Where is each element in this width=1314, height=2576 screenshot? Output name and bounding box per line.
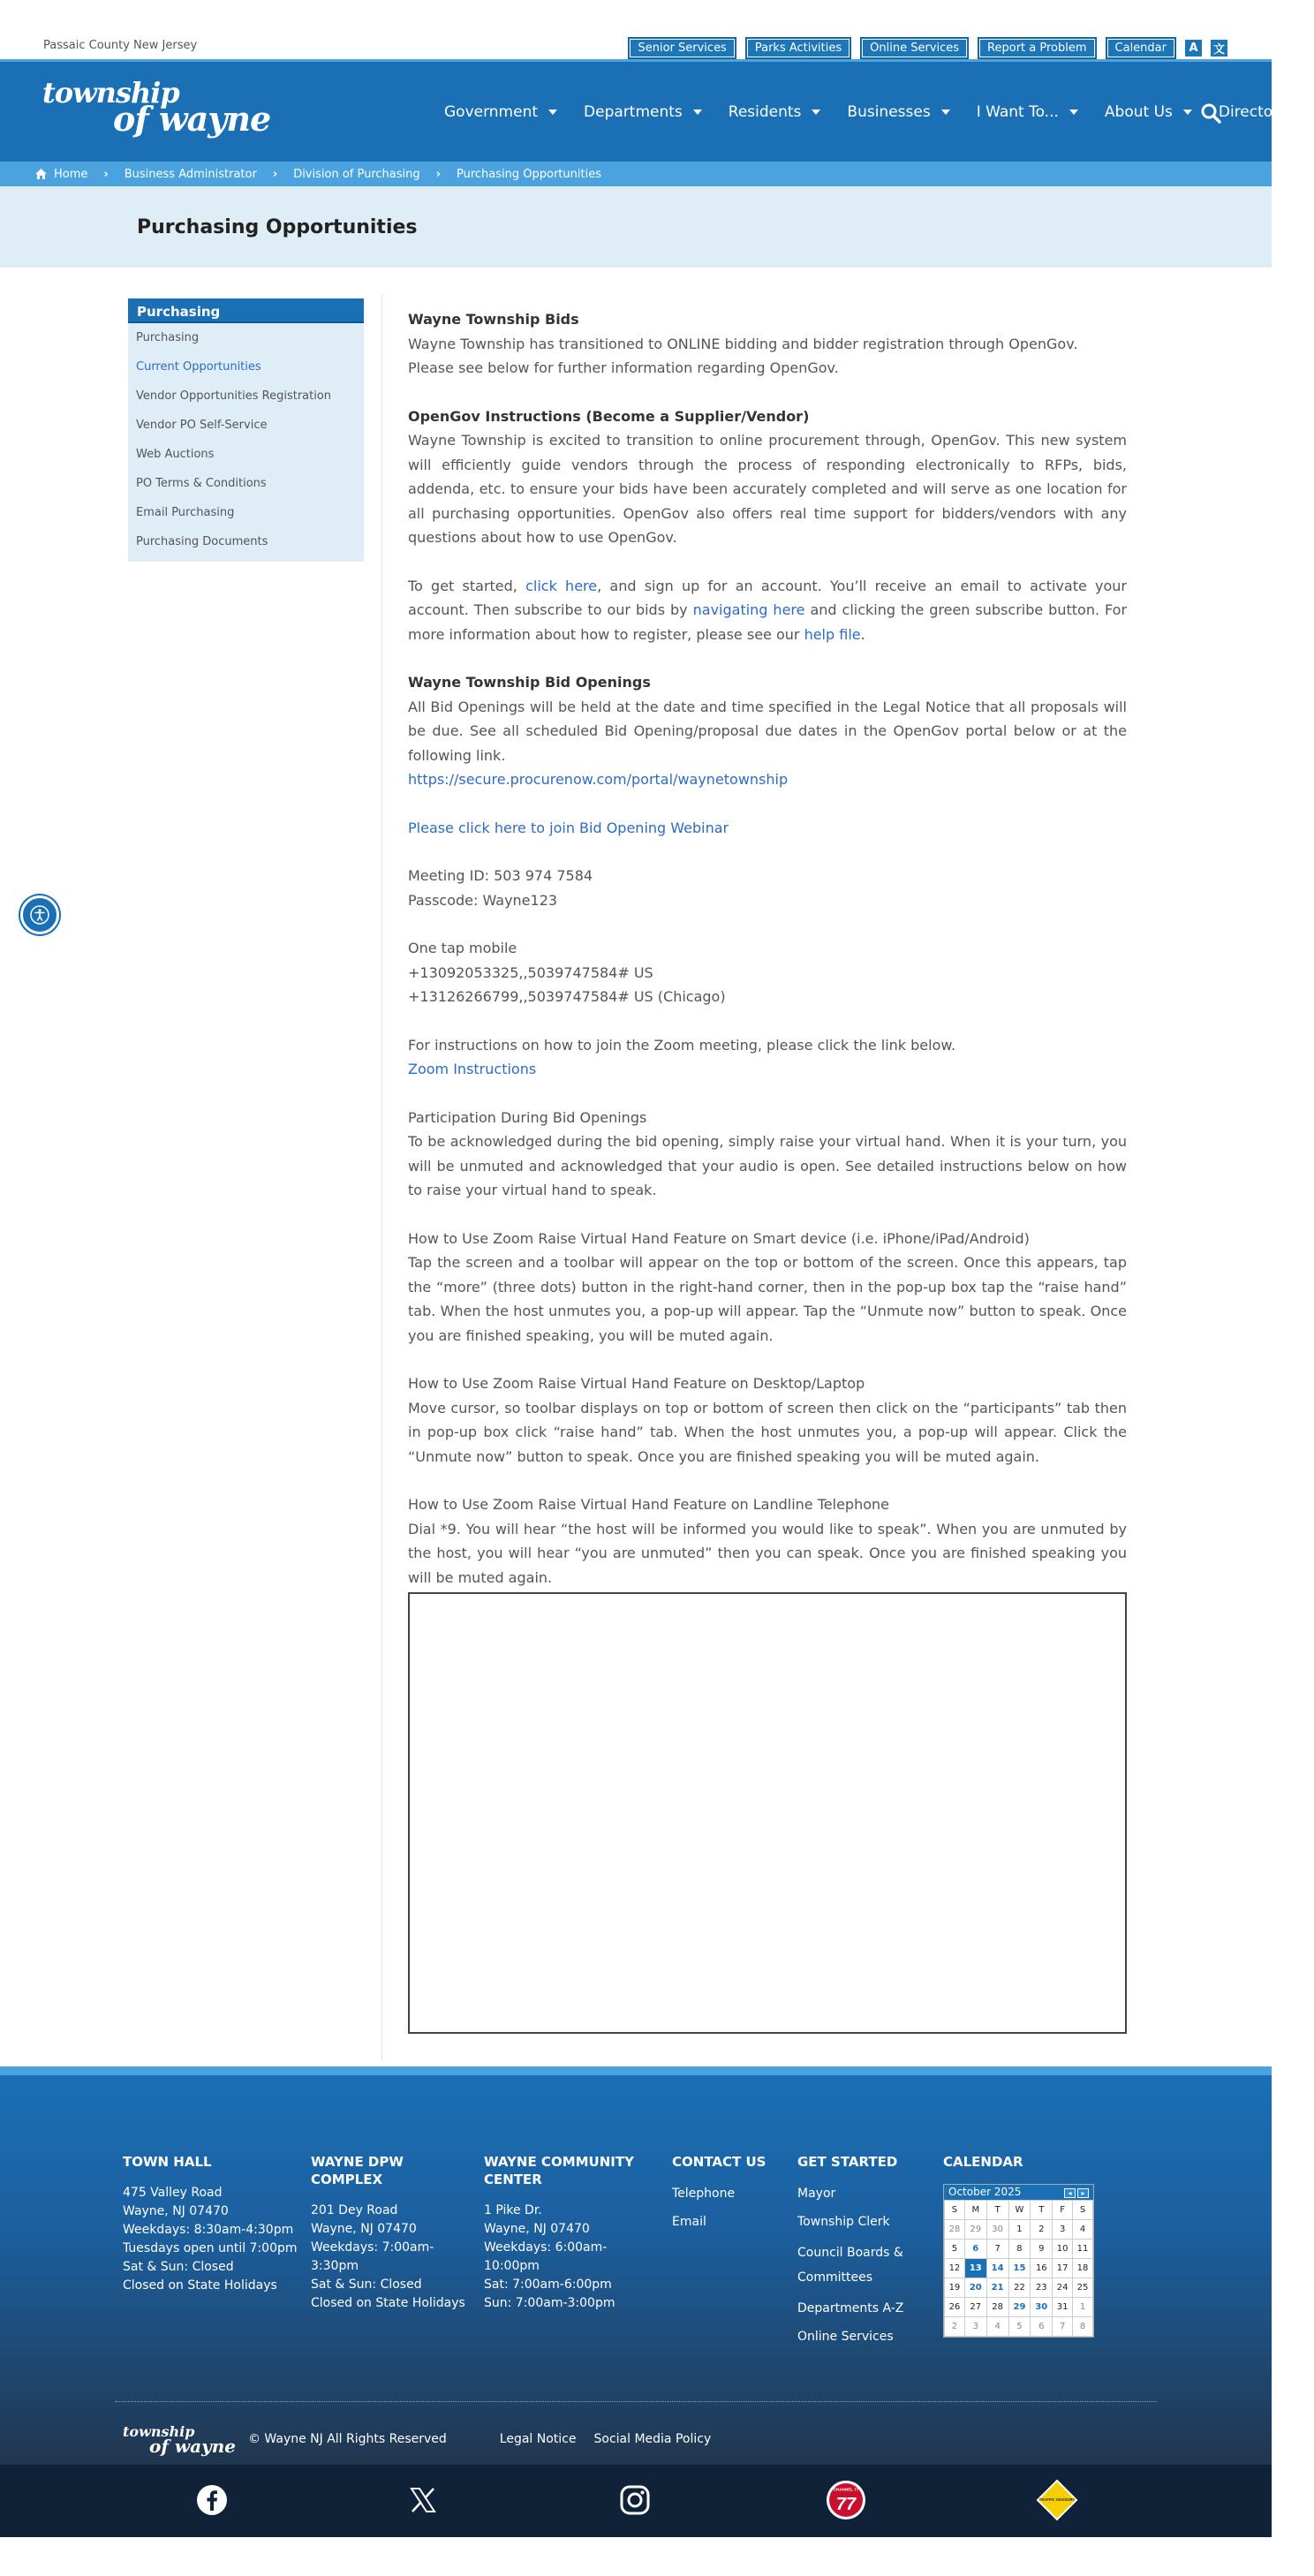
calendar-day[interactable]: 2 [1031,2220,1053,2240]
search-icon[interactable] [1200,102,1221,127]
svg-text:77: 77 [835,2495,857,2514]
sidebar-item-purchasing-documents[interactable]: Purchasing Documents [136,535,268,548]
breadcrumb-business-administrator[interactable]: Business Administrator [124,167,257,181]
calendar-day[interactable]: 20 [964,2278,986,2298]
footer-heading: WAYNE DPW COMPLEX [311,2154,404,2187]
nav-item-government[interactable] [444,103,557,121]
column-divider [381,294,382,2060]
one-tap-section [408,936,1127,1009]
bids-text: Please see below for further information regarding OpenGov. [408,359,839,376]
calendar-day[interactable]: 8 [1008,2240,1031,2259]
zoom-instructions-link[interactable]: Zoom Instructions [408,1061,537,1077]
county-label: Passaic County New Jersey [43,39,198,52]
bids-text: Wayne Township has transitioned to ONLINE bidding and bidder registration through OpenGov. [408,335,1078,352]
click-here-link[interactable]: click here [525,577,598,594]
breadcrumb [0,162,1272,186]
participation-section [408,1106,1127,1203]
calendar-day[interactable]: 8 [1073,2317,1093,2337]
sidebar-item-web-auctions[interactable]: Web Auctions [136,448,215,461]
calendar-day[interactable]: 25 [1073,2278,1093,2298]
calendar-day[interactable]: 11 [1073,2240,1093,2259]
landline-heading: How to Use Zoom Raise Virtual Hand Feature on Landline Telephone [408,1496,889,1513]
nav-label: Residents [728,102,802,121]
footer-contact [672,2153,778,2240]
email-link[interactable]: Email [672,2215,706,2229]
procurenow-portal-link[interactable]: https://secure.procurenow.com/portal/waynetownship [408,771,789,788]
calendar-day[interactable]: 30 [1031,2298,1053,2317]
calendar-day[interactable]: 7 [986,2240,1008,2259]
calendar-day[interactable]: 16 [1031,2259,1053,2278]
nav-label: Departments [584,102,683,121]
channel-badge-text: CHANNEL 77 [833,2487,859,2492]
calendar-day[interactable]: 1 [1073,2298,1093,2317]
hours-line: Closed on State Holidays [123,2278,277,2293]
weekday: W [1008,2201,1031,2220]
caret-down-icon [693,110,702,115]
breadcrumb-home[interactable] [35,168,87,181]
parks-activities-button[interactable]: Parks Activities [745,37,851,59]
traffic-advisory-icon[interactable] [1036,2479,1078,2521]
calendar-day[interactable]: 18 [1073,2259,1093,2278]
meeting-credentials [408,864,1127,912]
address-line: Wayne, NJ 07470 [311,2222,417,2236]
sidebar-item-po-terms[interactable]: PO Terms & Conditions [136,477,267,490]
address-line: 201 Dey Road [311,2203,398,2217]
nav-item-about-us[interactable] [1105,103,1192,121]
desktop-text: Move cursor, so toolbar displays on top or bottom of screen then click on the “participants” tab then in pop-up box click “raise hand” tab. When the host unmutes you, a pop-up will appear. Click the “Unmute now” button to speak. Once you are finished speaking you will be muted again. [408,1399,1127,1465]
main-navigation [0,62,1288,162]
footer-community-center [484,2153,661,2313]
calendar-day[interactable]: 6 [964,2240,986,2259]
calendar-day[interactable]: 21 [986,2278,1008,2298]
hours-line: Sat & Sun: Closed [123,2260,234,2274]
calendar-day[interactable]: 1 [1008,2220,1031,2240]
channel-77-icon[interactable] [825,2479,867,2521]
calendar-day[interactable]: 10 [1053,2240,1073,2259]
calendar-day[interactable]: 7 [1053,2317,1073,2337]
mini-calendar [943,2184,1094,2338]
sidebar-item-purchasing[interactable]: Purchasing [136,331,200,344]
opengov-portal-embed[interactable] [408,1592,1127,2034]
footer-calendar [943,2153,1102,2338]
weekday: S [1073,2201,1093,2220]
hours-line: Weekdays: 8:30am-4:30pm [123,2223,294,2237]
online-services-link[interactable]: Online Services [797,2330,894,2344]
chevron-right-icon: › [435,167,441,181]
mayor-link[interactable]: Mayor [797,2187,836,2201]
traffic-badge-text: TRAFFIC ADVISORY [1038,2497,1076,2502]
township-clerk-link[interactable]: Township Clerk [797,2215,890,2229]
copyright: © Wayne NJ All Rights Reserved [247,2432,447,2446]
opengov-section [408,404,1127,550]
nav-item-departments[interactable] [584,103,702,121]
footer-heading: TOWN HALL [123,2154,212,2170]
report-problem-button[interactable]: Report a Problem [978,37,1096,59]
calendar-day[interactable]: 23 [1031,2278,1053,2298]
one-tap-label: One tap mobile [408,940,517,956]
hours-line: Tuesdays open until 7:00pm [123,2241,298,2255]
bid-openings-text: All Bid Openings will be held at the date and time specified in the Legal Notice that all proposals will be due. See all scheduled Bid Opening/proposal due dates in the OpenGov portal below or at the following link. [408,698,1127,764]
footer-logo[interactable] [123,2423,236,2457]
breadcrumb-current: Purchasing Opportunities [457,167,601,181]
caret-down-icon [812,110,820,115]
accessibility-icon[interactable] [20,895,59,934]
nav-label: Directory [1218,102,1288,121]
footer-get-started [797,2153,921,2355]
translate-icon[interactable]: 文 [1211,40,1227,57]
calendar-day[interactable]: 3 [1053,2220,1073,2240]
nav-label: I Want To... [976,102,1059,121]
address-line: 1 Pike Dr. [484,2203,542,2217]
bid-openings-heading: Wayne Township Bid Openings [408,674,651,691]
zoom-text: For instructions on how to join the Zoom meeting, please click the link below. [408,1036,956,1054]
breadcrumb-label: Home [54,167,88,181]
paragraph-text: . [860,625,865,643]
hours-line: Closed on State Holidays [311,2296,465,2310]
weekday: S [945,2201,965,2220]
calendar-day[interactable]: 9 [1031,2240,1053,2259]
nav-label: Businesses [847,102,931,121]
calendar-day[interactable]: 12 [945,2259,965,2278]
paragraph-text: To get started, [408,577,526,594]
smart-device-section [408,1227,1127,1348]
top-utility-bar [0,0,1272,62]
sidebar-item-current-opportunities[interactable]: Current Opportunities [136,360,261,374]
bid-openings-section [408,670,1127,792]
phone-number: +13126266799,,5039747584# US (Chicago) [408,988,726,1005]
participation-heading: Participation During Bid Openings [408,1108,647,1126]
phone-number: +13092053325,,5039747584# US [408,963,653,981]
calendar-button[interactable]: Calendar [1106,37,1176,59]
calendar-day[interactable]: 31 [1053,2298,1073,2317]
online-services-button[interactable]: Online Services [860,37,969,59]
nav-label: About Us [1104,102,1173,121]
calendar-day[interactable]: 3 [964,2317,986,2337]
calendar-day-today[interactable]: 13 [964,2259,986,2278]
calendar-day[interactable]: 28 [986,2298,1008,2317]
calendar-day[interactable]: 5 [945,2240,965,2259]
calendar-week [945,2317,1093,2337]
caret-down-icon [1183,110,1192,115]
calendar-day[interactable]: 4 [1073,2220,1093,2240]
telephone-link[interactable]: Telephone [672,2187,736,2201]
address-line: 475 Valley Road [123,2186,223,2200]
calendar-day[interactable]: 27 [964,2298,986,2317]
landline-section [408,1492,1127,1590]
paragraph-text: , and sign up for an account. You’ll receive an email to activate your account. Then subscribe to our bids by [408,577,1127,618]
x-twitter-icon[interactable] [402,2479,444,2521]
social-media-policy-link[interactable]: Social Media Policy [593,2432,712,2446]
nav-item-residents[interactable] [729,103,821,121]
desktop-heading: How to Use Zoom Raise Virtual Hand Feature on Desktop/Laptop [408,1375,865,1392]
bids-heading: Wayne Township Bids [408,311,579,328]
calendar-day[interactable]: 26 [945,2298,965,2317]
weekday: T [986,2201,1008,2220]
prev-month-icon[interactable]: ◂ [1064,2188,1076,2198]
logo-line-2: of wayne [113,99,271,139]
join-webinar-link[interactable]: Please click here to join Bid Opening Webinar [408,819,729,836]
calendar-day[interactable]: 22 [1008,2278,1031,2298]
caret-down-icon [548,110,557,115]
calendar-day[interactable]: 30 [986,2220,1008,2240]
opengov-text: Wayne Township is excited to transition to online procurement through, OpenGov. This new system will efficiently guide vendors through the process of responding electronically to RFPs, bids, addenda, etc. to ensure your bids have been accurately completed and will serve as one location for all purchasing opportunities. OpenGov also offers real time support for bidders/vendors with any questions about how to use OpenGov. [408,432,1127,546]
sidebar [128,298,364,562]
calendar-month: October 2025 [948,2186,1022,2198]
calendar-day[interactable]: 29 [1008,2298,1031,2317]
footer-logo-line-1: township [123,2423,195,2440]
hours-line: Sat: 7:00am-6:00pm [484,2278,612,2292]
departments-az-link[interactable]: Departments A-Z [797,2301,904,2315]
calendar-day[interactable]: 2 [945,2317,965,2337]
home-icon [35,169,47,179]
desktop-section [408,1371,1127,1469]
footer-logo-line-2: of wayne [149,2436,236,2457]
calendar-grid [944,2200,1093,2337]
sidebar-heading[interactable]: Purchasing [128,298,364,323]
council-boards-link[interactable]: Council Boards & Committees [797,2246,903,2285]
calendar-week [945,2298,1093,2317]
calendar-day[interactable]: 28 [945,2220,965,2240]
instagram-icon[interactable] [614,2479,656,2521]
senior-services-button[interactable]: Senior Services [628,37,736,59]
utility-buttons [628,37,1227,59]
nav-item-businesses[interactable] [847,103,949,121]
nav-label: Government [444,102,539,121]
navigating-here-link[interactable]: navigating here [692,601,805,618]
smart-device-heading: How to Use Zoom Raise Virtual Hand Feature on Smart device (i.e. iPhone/iPad/Android) [408,1229,1030,1247]
meeting-id: Meeting ID: 503 974 7584 [408,867,593,884]
page-title: Purchasing Opportunities [137,216,418,238]
hours-line: Sun: 7:00am-3:00pm [484,2296,615,2310]
township-logo[interactable] [42,76,271,139]
opengov-heading: OpenGov Instructions (Become a Supplier/Vendor) [408,407,810,425]
calendar-week [945,2220,1093,2240]
sidebar-item-vendor-po[interactable]: Vendor PO Self-Service [136,419,268,432]
footer-bottom [123,2423,712,2457]
calendar-header [944,2185,1093,2200]
calendar-week [945,2278,1093,2298]
calendar-day[interactable]: 17 [1053,2259,1073,2278]
landline-text: Dial *9. You will hear “the host will be informed you would like to speak”. When you are unmuted by the host, you will hear “you are unmuted” then you can speak. Once you are finished speaking you will be muted again. [408,1520,1127,1586]
page-title-bar [0,186,1272,268]
participation-text: To be acknowledged during the bid opening, simply raise your virtual hand. When it is your turn, you will be unmuted and acknowledged that your audio is open. See detailed instructions below on how to raise your virtual hand to speak. [408,1133,1127,1198]
address-line: Wayne, NJ 07470 [484,2222,590,2236]
footer-dpw [311,2153,470,2313]
calendar-day[interactable]: 5 [1008,2317,1031,2337]
bids-section [408,307,1127,381]
address-line: Wayne, NJ 07470 [123,2204,229,2218]
smart-device-text: Tap the screen and a toolbar will appear on the top or bottom of the screen. Once this appears, tap the “more” (three dots) button in the right-hand corner, then in the pop-up box tap the “raise hand” tab. When the host unmutes you, a pop-up will appear. Tap the “Unmute now” button to speak. Once you are finished speaking, you will be muted again. [408,1254,1127,1344]
article-body [408,307,1127,1613]
calendar-week [945,2240,1093,2259]
calendar-day[interactable]: 19 [945,2278,965,2298]
chevron-right-icon: › [103,167,109,181]
paragraph-text: and clicking the green subscribe button. For more information about how to register, please see our [408,601,1128,643]
zoom-section [408,1033,1127,1082]
get-started-section [408,574,1127,647]
weekday: T [1031,2201,1053,2220]
caret-down-icon [941,110,950,115]
calendar-week [945,2259,1093,2278]
sidebar-item-email-purchasing[interactable]: Email Purchasing [136,506,235,519]
hours-line: Weekdays: 6:00am-10:00pm [484,2240,608,2273]
calendar-day[interactable]: 6 [1031,2317,1053,2337]
calendar-day[interactable]: 24 [1053,2278,1073,2298]
calendar-day[interactable]: 4 [986,2317,1008,2337]
weekday: F [1053,2201,1073,2220]
nav-item-directory[interactable] [1219,103,1288,121]
footer-heading: WAYNE COMMUNITY CENTER [484,2154,634,2187]
nav-menu [444,62,1314,162]
footer-town-hall [123,2153,299,2295]
calendar-weekdays [945,2201,1093,2220]
footer-heading: CALENDAR [943,2154,1023,2170]
social-bar [0,2465,1272,2537]
footer-divider [115,2401,1157,2402]
calendar-day[interactable]: 15 [1008,2259,1031,2278]
text-size-icon[interactable]: A [1185,40,1202,57]
caret-down-icon [1069,110,1078,115]
facebook-icon[interactable] [191,2479,233,2521]
footer-heading: GET STARTED [797,2154,898,2170]
footer-heading: CONTACT US [672,2154,766,2170]
next-month-icon[interactable]: ▸ [1077,2188,1089,2198]
breadcrumb-division-of-purchasing[interactable]: Division of Purchasing [293,167,420,181]
main-content-area [0,268,1272,2066]
sidebar-item-vendor-registration[interactable]: Vendor Opportunities Registration [136,389,332,403]
hours-line: Weekdays: 7:00am-3:30pm [311,2240,434,2273]
weekday: M [964,2201,986,2220]
footer [0,2066,1272,2465]
calendar-day[interactable]: 29 [964,2220,986,2240]
hours-line: Sat & Sun: Closed [311,2278,422,2292]
chevron-right-icon: › [272,167,278,181]
calendar-day[interactable]: 14 [986,2259,1008,2278]
webinar-section [408,816,1127,841]
nav-item-i-want-to[interactable] [977,103,1078,121]
legal-notice-link[interactable]: Legal Notice [499,2432,577,2446]
logo-line-1: township [42,76,179,110]
help-file-link[interactable]: help file [804,625,861,643]
meeting-passcode: Passcode: Wayne123 [408,891,558,909]
